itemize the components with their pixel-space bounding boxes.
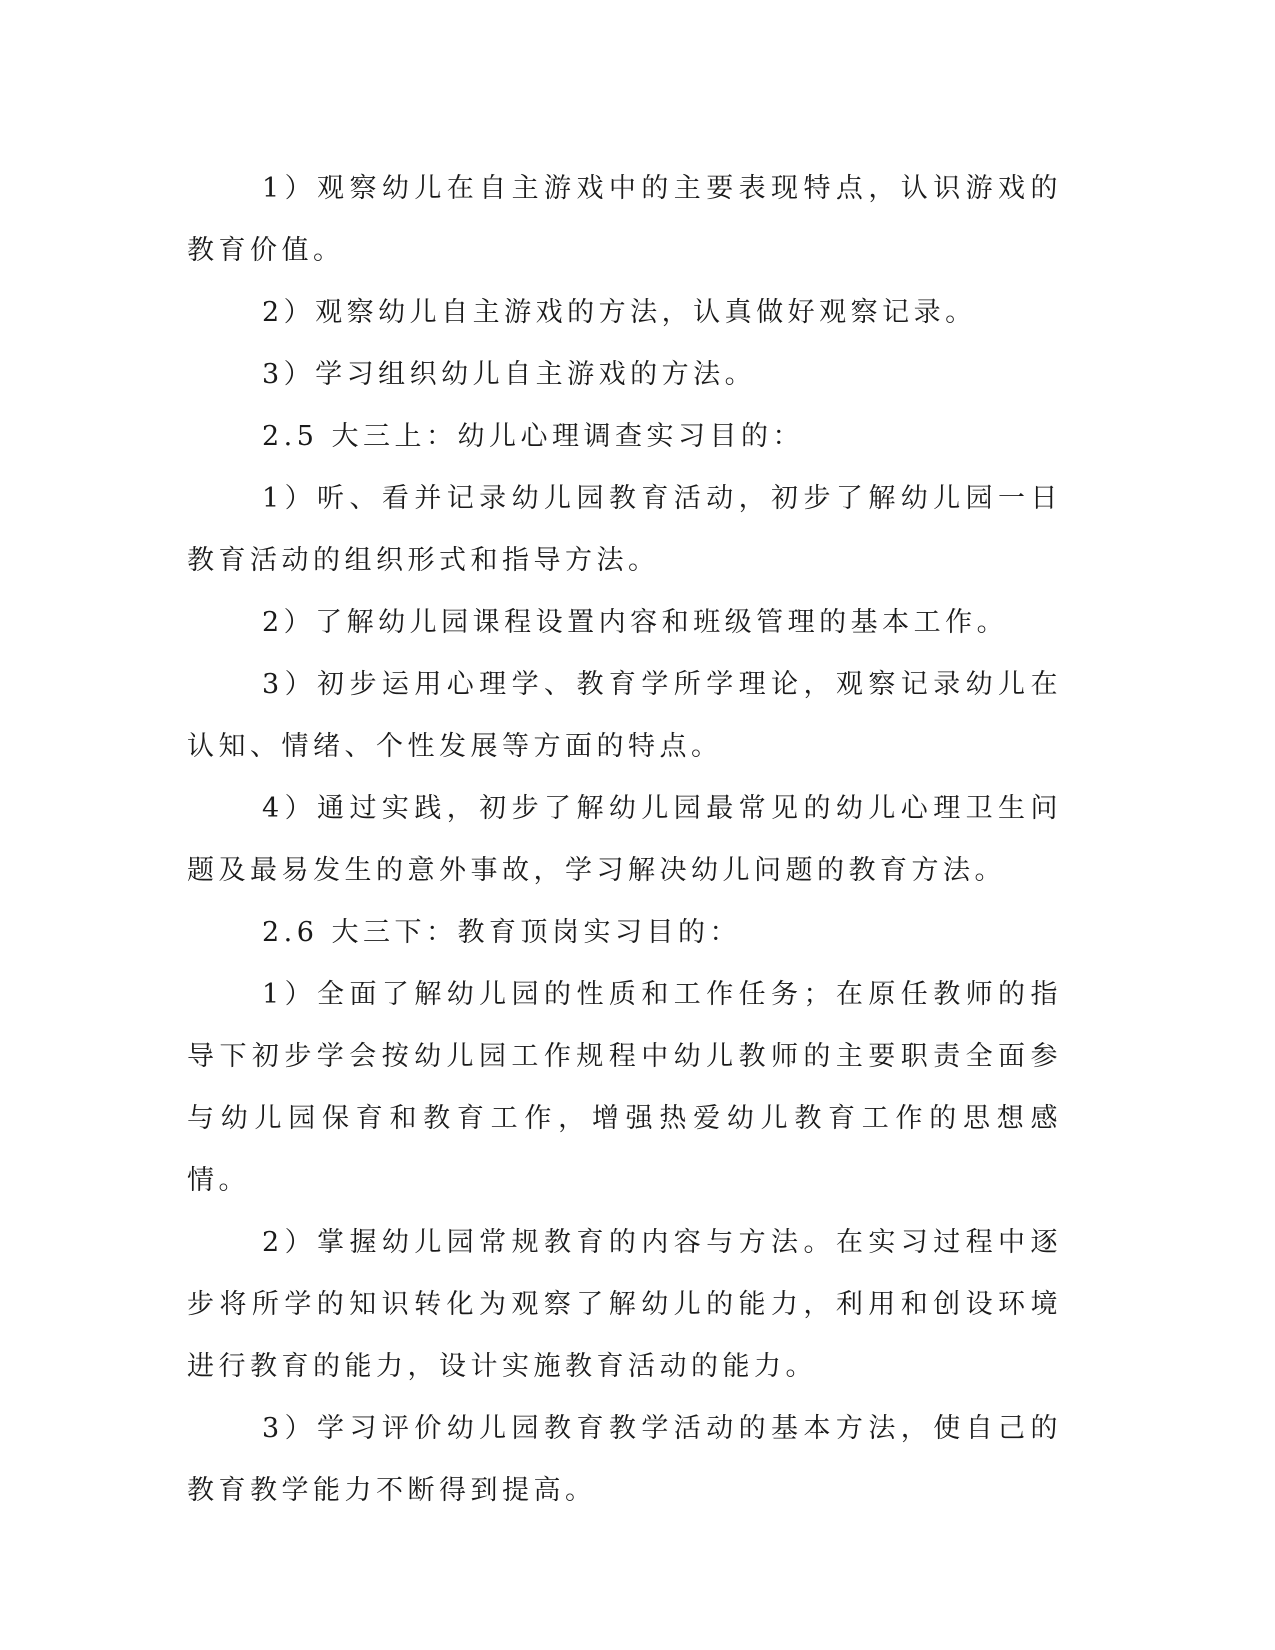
paragraph-8: 4）通过实践，初步了解幼儿园最常见的幼儿心理卫生问题及最易发生的意外事故，学习解决幼儿问题的教育方法。 xyxy=(187,793,1062,886)
paragraph-1: 1）观察幼儿在自主游戏中的主要表现特点，认识游戏的教育价值。 xyxy=(187,173,1062,266)
paragraph-6: 2）了解幼儿园课程设置内容和班级管理的基本工作。 xyxy=(262,607,1009,638)
paragraph-11: 2）掌握幼儿园常规教育的内容与方法。在实习过程中逐步将所学的知识转化为观察了解幼儿的能力，利用和创设环境进行教育的能力，设计实施教育活动的能力。 xyxy=(187,1227,1062,1382)
paragraph-7: 3）初步运用心理学、教育学所学理论，观察记录幼儿在认知、情绪、个性发展等方面的特点。 xyxy=(187,669,1062,762)
paragraph-3: 3）学习组织幼儿自主游戏的方法。 xyxy=(262,359,757,390)
paragraph-2: 2）观察幼儿自主游戏的方法，认真做好观察记录。 xyxy=(262,297,977,328)
section-heading-2-6: 2.6 大三下：教育顶岗实习目的： xyxy=(262,917,742,948)
paragraph-5: 1）听、看并记录幼儿园教育活动，初步了解幼儿园一日教育活动的组织形式和指导方法。 xyxy=(187,483,1062,576)
paragraph-12: 3）学习评价幼儿园教育教学活动的基本方法，使自己的教育教学能力不断得到提高。 xyxy=(187,1413,1062,1506)
document-body xyxy=(187,158,1062,1522)
section-heading-2-5: 2.5 大三上：幼儿心理调查实习目的： xyxy=(262,421,805,452)
paragraph-10: 1）全面了解幼儿园的性质和工作任务；在原任教师的指导下初步学会按幼儿园工作规程中幼儿教师的主要职责全面参与幼儿园保育和教育工作，增强热爱幼儿教育工作的思想感情。 xyxy=(187,979,1062,1196)
